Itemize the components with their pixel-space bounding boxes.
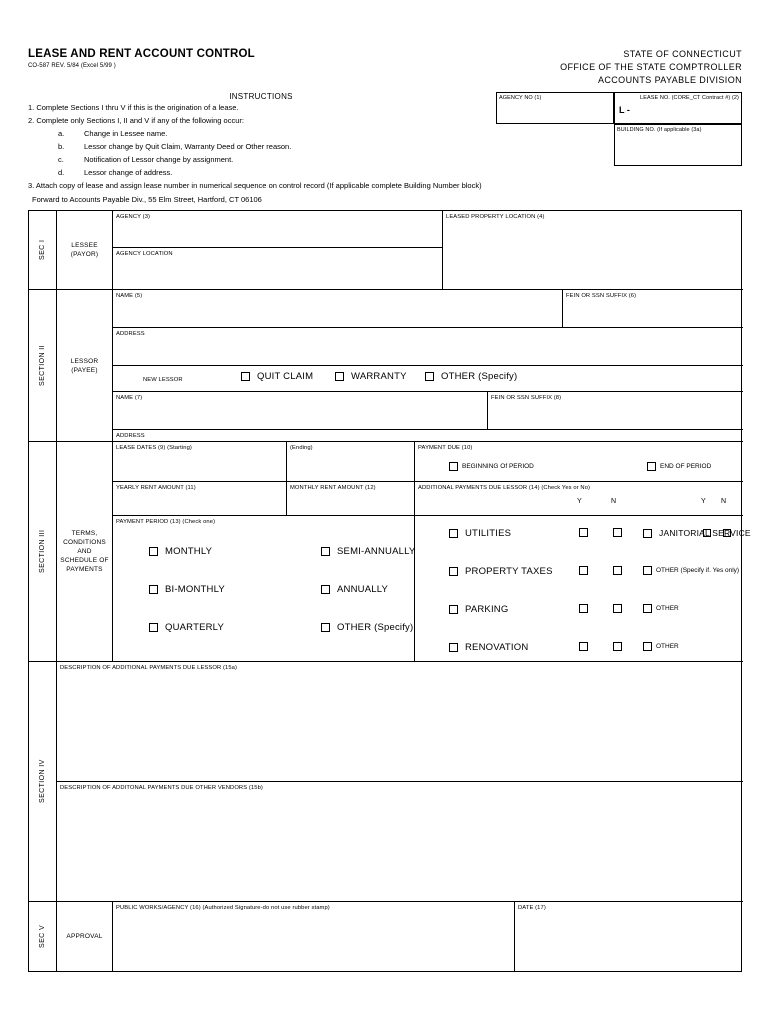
agency-location-field[interactable] <box>113 247 443 289</box>
period-quarterly-option[interactable] <box>149 622 224 633</box>
addpay-janitorial-label: JANITORIAL SERVICE <box>659 528 751 538</box>
instruction-line-3: 3. Attach copy of lease and assign lease number in numerical sequence on control record (If applicable complete Building Number block) <box>28 181 482 190</box>
monthly-rent-field[interactable] <box>287 481 415 515</box>
lessor-fein5-field[interactable] <box>563 289 743 327</box>
period-annually-label: ANNUALLY <box>337 584 389 595</box>
lease-start-date-field[interactable] <box>113 441 287 481</box>
addpay-property-taxes-no[interactable] <box>613 566 622 575</box>
addpay-other2-checkbox[interactable] <box>643 604 652 613</box>
lessor-address2-caption: ADDRESS <box>116 432 145 439</box>
lessor-row-label-cell <box>57 289 113 441</box>
instruction-sub-b-text: Lessor change by Quit Claim, Warranty Deed or Other reason. <box>84 142 292 151</box>
addpay-renovation-yes-checkbox[interactable] <box>579 642 588 651</box>
payment-due-caption: PAYMENT DUE (10) <box>418 444 473 451</box>
period-monthly-label: MONTHLY <box>165 546 213 557</box>
section-3-label-cell <box>29 441 57 661</box>
leased-property-location-caption: LEASED PROPERTY LOCATION (4) <box>446 213 545 220</box>
addpay-property-taxes-option[interactable] <box>449 566 553 577</box>
instruction-sub-c-letter: c. <box>58 155 64 164</box>
lessee-row-label: LESSEE (PAYOR) <box>70 242 99 258</box>
quit-claim-option[interactable] <box>241 371 313 382</box>
agency-line-3: ACCOUNTS PAYABLE DIVISION <box>597 75 742 85</box>
addpay-parking-no[interactable] <box>613 604 622 613</box>
addpay-other1-checkbox[interactable] <box>643 566 652 575</box>
addpay-other2-label: OTHER <box>656 605 679 613</box>
period-monthly-checkbox[interactable] <box>149 547 158 556</box>
payment-due-beginning-option[interactable] <box>449 462 534 471</box>
lessor-row-label: LESSOR (PAYEE) <box>70 357 99 374</box>
approval-row-label: APPROVAL <box>66 933 103 940</box>
period-semiannually-option[interactable] <box>321 546 415 557</box>
addpay-utilities-label: UTILITIES <box>465 528 512 539</box>
addpay-renovation-label: RENOVATION <box>465 642 529 653</box>
warranty-checkbox[interactable] <box>335 372 344 381</box>
addpay-utilities-yes[interactable] <box>579 528 588 537</box>
additional-payments-header <box>415 481 743 515</box>
addpay-janitorial-yes-checkbox[interactable] <box>703 529 711 537</box>
payment-due-beginning-label: BEGINNING Of PERIOD <box>462 463 534 471</box>
instructions-title: INSTRUCTIONS <box>229 92 293 101</box>
addpay-utilities-no[interactable] <box>613 528 622 537</box>
desc-vendors-caption: DESCRIPTION OF ADDITONAL PAYMENTS DUE OTHER VENDORS (15b) <box>60 784 263 791</box>
addpay-property-taxes-yes-checkbox[interactable] <box>579 566 588 575</box>
instructions-block <box>28 92 494 204</box>
additional-payments-block <box>415 515 751 661</box>
section-4-label-cell <box>29 661 57 901</box>
addpay-utilities-checkbox[interactable] <box>449 529 458 538</box>
lessor-name5-caption: NAME (5) <box>116 292 143 299</box>
agency-line-2: OFFICE OF THE STATE COMPTROLLER <box>560 62 742 72</box>
new-lessor-label: NEW LESSOR <box>143 377 183 383</box>
lessor-name7-caption: NAME (7) <box>116 394 143 401</box>
addpay-other3-option[interactable] <box>643 642 679 651</box>
addpay-property-taxes-checkbox[interactable] <box>449 567 458 576</box>
approval-row-label-cell <box>57 901 113 971</box>
period-quarterly-label: QUARTERLY <box>165 622 224 633</box>
instruction-sub-a <box>28 127 494 140</box>
terms-row-label-cell <box>57 441 113 661</box>
lessee-row-label-cell <box>57 211 113 289</box>
agency-no-field[interactable] <box>496 92 614 124</box>
section-5-label: SEC V <box>39 925 46 949</box>
quit-claim-checkbox[interactable] <box>241 372 250 381</box>
addpay-utilities-yes-checkbox[interactable] <box>579 528 588 537</box>
instruction-sub-b <box>28 140 494 153</box>
addpay-other3-checkbox[interactable] <box>643 642 652 651</box>
addpay-janitorial-no-checkbox[interactable] <box>723 529 731 537</box>
lessor-name5-field[interactable] <box>113 289 563 327</box>
period-other-checkbox[interactable] <box>321 623 330 632</box>
period-other-label: OTHER (Specify) <box>337 622 414 633</box>
addpay-janitorial-yes[interactable] <box>703 528 711 537</box>
period-bimonthly-label: BI-MONTHLY <box>165 584 225 595</box>
revision-code: CO-587 REV. 5/84 (Excel 5/99 ) <box>28 63 116 69</box>
lease-end-date-field[interactable] <box>287 441 415 481</box>
lease-ending-caption: (Ending) <box>290 444 313 451</box>
addpay-utilities-no-checkbox[interactable] <box>613 528 622 537</box>
yes-column-header-right: Y <box>701 498 706 505</box>
desc-lessor-field[interactable] <box>57 661 743 781</box>
payment-due-end-option[interactable] <box>647 462 711 471</box>
other-deed-option[interactable] <box>425 371 517 382</box>
lessor-fein7-caption: FEIN OR SSN SUFFIX (8) <box>491 394 562 401</box>
warranty-label: WARRANTY <box>351 371 407 382</box>
lessor-address1-field[interactable] <box>113 327 743 365</box>
addpay-renovation-no[interactable] <box>613 642 622 651</box>
agency-caption: AGENCY (3) <box>116 213 151 220</box>
section-2-label-cell <box>29 289 57 441</box>
period-semiannually-label: SEMI-ANNUALLY <box>337 546 416 557</box>
section-4-label: SECTION IV <box>39 759 46 804</box>
agency-field[interactable] <box>113 211 443 247</box>
addpay-other3-label: OTHER <box>656 643 679 651</box>
addpay-parking-label: PARKING <box>465 604 509 615</box>
instruction-sub-c-text: Notification of Lessor change by assignment. <box>84 155 234 164</box>
agency-line-1: STATE OF CONNECTICUT <box>623 49 742 59</box>
addpay-parking-yes[interactable] <box>579 604 588 613</box>
addpay-property-taxes-no-checkbox[interactable] <box>613 566 622 575</box>
instruction-sub-d-text: Lessor change of address. <box>84 168 173 177</box>
lease-dates-caption: LEASE DATES (9) (Starting) <box>116 444 192 451</box>
addpay-renovation-yes[interactable] <box>579 642 588 651</box>
leased-property-location-field[interactable] <box>443 211 743 289</box>
addpay-other1-label: OTHER (Specify if. Yes only) <box>656 567 740 575</box>
instruction-sub-d-letter: d. <box>58 168 65 177</box>
yearly-rent-caption: YEARLY RENT AMOUNT (11) <box>116 484 196 491</box>
lease-no-prefix: L - <box>619 105 630 115</box>
building-no-caption: BUILDING NO. (If applicable (3a) <box>617 127 702 133</box>
payment-due-field <box>415 441 743 481</box>
addpay-renovation-checkbox[interactable] <box>449 643 458 652</box>
no-column-header-left: N <box>611 498 617 505</box>
addpay-janitorial-option[interactable] <box>643 528 751 538</box>
addpay-janitorial-no[interactable] <box>723 528 731 537</box>
period-annually-option[interactable] <box>321 584 388 595</box>
desc-lessor-caption: DESCRIPTION OF ADDITIONAL PAYMENTS DUE LESSOR (15a) <box>60 664 237 671</box>
approval-date-caption: DATE (17) <box>518 904 546 911</box>
payment-period-caption: PAYMENT PERIOD (13) (Check one) <box>116 518 216 525</box>
addpay-parking-no-checkbox[interactable] <box>613 604 622 613</box>
page-title: LEASE AND RENT ACCOUNT CONTROL <box>28 48 255 60</box>
addpay-renovation-no-checkbox[interactable] <box>613 642 622 651</box>
lessor-address2-field[interactable] <box>113 429 743 441</box>
approval-date-field[interactable] <box>515 901 743 971</box>
period-other-option[interactable] <box>321 622 413 633</box>
section-1-label-cell <box>29 211 57 289</box>
other-deed-checkbox[interactable] <box>425 372 434 381</box>
instruction-sub-c <box>28 153 494 166</box>
addpay-parking-option[interactable] <box>449 604 508 615</box>
desc-vendors-field[interactable] <box>57 781 743 901</box>
public-works-caption: PUBLIC WORKS/AGENCY (16) (Authorized Signature-do not use rubber stamp) <box>116 904 330 911</box>
instruction-sub-b-letter: b. <box>58 142 65 151</box>
yes-column-header-left: Y <box>577 498 582 505</box>
lessor-address1-caption: ADDRESS <box>116 330 145 337</box>
lease-no-field[interactable] <box>614 92 742 124</box>
period-annually-checkbox[interactable] <box>321 585 330 594</box>
terms-row-label: TERMS, CONDITIONS AND SCHEDULE OF PAYMENTS <box>60 530 109 573</box>
no-column-header-right: N <box>721 498 727 505</box>
section-3-label: SECTION III <box>39 529 46 574</box>
instruction-line-2: 2. Complete only Sections I, II and V if any of the following occur: <box>28 116 244 125</box>
instruction-sub-a-text: Change in Lessee name. <box>84 129 168 138</box>
addpay-property-taxes-label: PROPERTY TAXES <box>465 566 553 577</box>
period-bimonthly-checkbox[interactable] <box>149 585 158 594</box>
addpay-parking-checkbox[interactable] <box>449 605 458 614</box>
yearly-rent-field[interactable] <box>113 481 287 515</box>
addpay-parking-yes-checkbox[interactable] <box>579 604 588 613</box>
addpay-property-taxes-yes[interactable] <box>579 566 588 575</box>
forward-address: Forward to Accounts Payable Div., 55 Elm Street, Hartford, CT 06106 <box>32 195 262 204</box>
instruction-sub-a-letter: a. <box>58 129 65 138</box>
period-quarterly-checkbox[interactable] <box>149 623 158 632</box>
period-semiannually-checkbox[interactable] <box>321 547 330 556</box>
payment-period-block <box>113 515 415 661</box>
payment-due-end-label: END OF PERIOD <box>660 463 712 471</box>
form-grid <box>28 210 751 972</box>
addpay-janitorial-checkbox[interactable] <box>643 529 652 538</box>
public-works-signature-field[interactable] <box>113 901 515 971</box>
new-lessor-row <box>113 365 743 391</box>
new-lessor-label-wrap <box>143 374 183 383</box>
period-bimonthly-option[interactable] <box>149 584 225 595</box>
instruction-line-1: 1. Complete Sections I thru V if this is the origination of a lease. <box>28 103 239 112</box>
additional-payments-caption: ADDITIONAL PAYMENTS DUE LESSOR (14) (Check Yes or No) <box>418 484 591 491</box>
warranty-option[interactable] <box>335 371 407 382</box>
payment-due-beginning-checkbox[interactable] <box>449 462 458 471</box>
building-no-field[interactable] <box>614 124 742 166</box>
instruction-sub-d <box>28 166 494 179</box>
lease-no-caption: LEASE NO. (CORE_CT Contract #) (2) <box>640 95 739 101</box>
other-deed-label: OTHER (Specify) <box>441 371 518 382</box>
agency-no-caption: AGENCY NO (1) <box>499 95 542 101</box>
addpay-other2-option[interactable] <box>643 604 679 613</box>
section-5-label-cell <box>29 901 57 971</box>
quit-claim-label: QUIT CLAIM <box>257 371 314 382</box>
document-header <box>28 48 742 84</box>
lessor-name7-field[interactable] <box>113 391 488 429</box>
agency-location-caption: AGENCY LOCATION <box>116 250 173 257</box>
section-1-label: SEC I <box>39 239 46 261</box>
lessor-fein7-field[interactable] <box>488 391 743 429</box>
payment-due-end-checkbox[interactable] <box>647 462 656 471</box>
addpay-utilities-option[interactable] <box>449 528 511 539</box>
lessor-fein5-caption: FEIN OR SSN SUFFIX (6) <box>566 292 637 299</box>
issuing-agency <box>560 48 742 87</box>
addpay-other1-option[interactable] <box>643 566 739 575</box>
period-monthly-option[interactable] <box>149 546 212 557</box>
section-2-label: SECTION II <box>39 345 46 386</box>
addpay-renovation-option[interactable] <box>449 642 528 653</box>
monthly-rent-caption: MONTHLY RENT AMOUNT (12) <box>290 484 376 491</box>
